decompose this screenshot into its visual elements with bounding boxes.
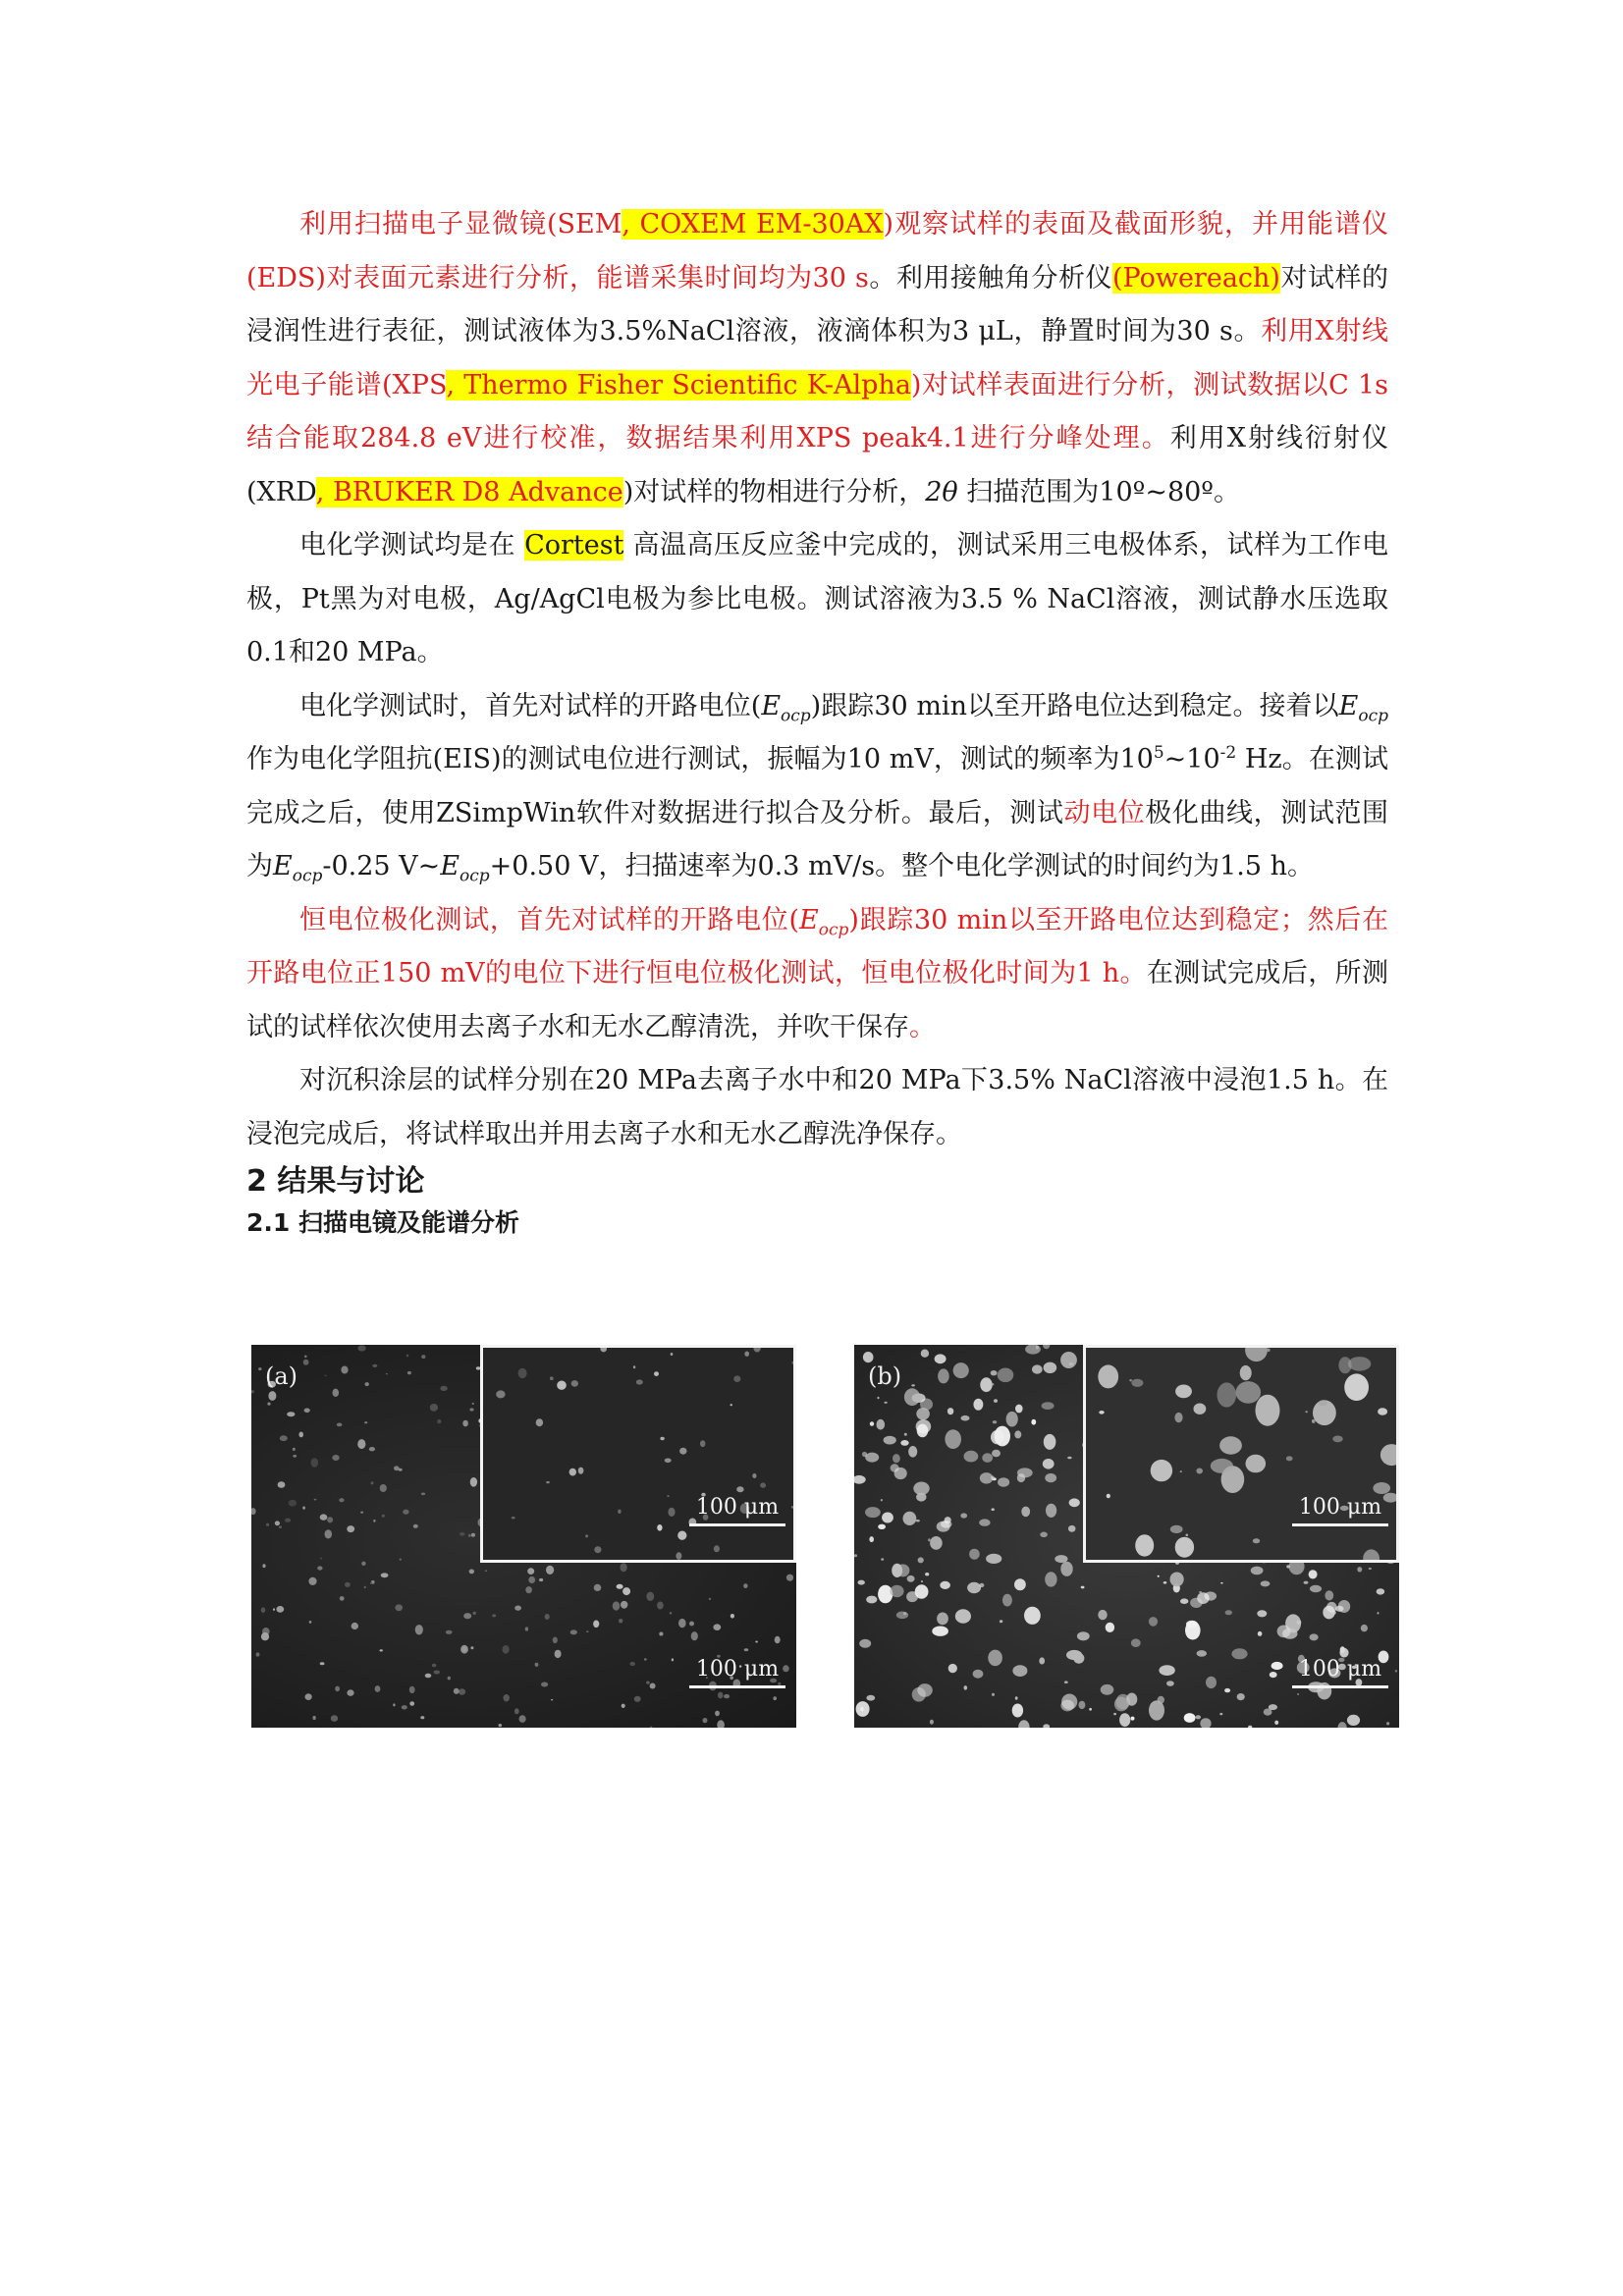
- text-highlight: , COXEM EM-30AX: [622, 209, 884, 240]
- scale-bar-inset-b: [1292, 1495, 1388, 1526]
- sem-image-a: [251, 1345, 796, 1728]
- scale-bar-b: [1292, 1657, 1388, 1688]
- scale-label: 100 μm: [1298, 1657, 1382, 1682]
- text: 。利用接触角分析仪: [868, 262, 1112, 294]
- symbol-e: E: [799, 904, 819, 935]
- text: 扫描范围为10º~80º。: [957, 476, 1240, 507]
- scale-label: 100 μm: [695, 1657, 780, 1682]
- subscript-ocp: ocp: [781, 705, 811, 725]
- text: 电化学测试时，首先对试样的开路电位(: [299, 690, 762, 721]
- text-red: 。: [909, 1011, 936, 1042]
- text-red: )观察试样的表面及截面形貌，并用能谱仪(EDS)对表面元素进行分析，能谱采集时间均为30 s: [246, 209, 1388, 294]
- text: -0.25 V~: [322, 851, 441, 881]
- text: )对试样的物相进行分析，: [622, 476, 926, 507]
- sem-inset-texture-b: [1086, 1348, 1399, 1563]
- text: ~10: [1163, 744, 1220, 774]
- text-highlight: (Powereach): [1111, 262, 1280, 294]
- symbol-e: E: [761, 690, 782, 721]
- text: 对试样的浸润性进行表征，测试液体为3.5%NaCl溶液，液滴体积为3 μL，静置时间为30 s。: [246, 262, 1389, 347]
- scale-bar-inset-a: [689, 1495, 785, 1526]
- text-red: 利用X射线光电子能谱(XPS: [246, 316, 1388, 400]
- text: 高温高压反应釜中完成的，测试采用三电极体系，试样为工作电极，Pt黑为对电极，Ag/AgCl电极为参比电极。测试溶液为3.5 % NaCl溶液，测试静水压选取0.1和20 MPa。: [246, 530, 1388, 667]
- text-red: )对试样表面进行分析，测试数据以C 1s结合能取284.8 eV进行校准，数据结果利用XPS peak4.1进行分峰处理。: [246, 369, 1388, 454]
- symbol-e: E: [273, 851, 293, 881]
- text-red: 恒电位极化测试，首先对试样的开路电位(: [299, 904, 800, 935]
- scale-label: 100 μm: [695, 1495, 780, 1520]
- main-text: [246, 198, 1388, 1244]
- symbol-e: E: [440, 851, 460, 881]
- subscript-ocp: ocp: [1358, 705, 1388, 725]
- symbol-e: E: [1338, 690, 1359, 721]
- sem-inset-b: [1083, 1345, 1399, 1563]
- text-highlight: , BRUKER D8 Advance: [315, 476, 623, 507]
- superscript: -2: [1219, 743, 1237, 763]
- text: 电化学测试均是在: [299, 530, 525, 561]
- text: )跟踪30 min以至开路电位达到稳定。接着以: [810, 690, 1339, 721]
- text-red: 利用扫描电子显微镜(SEM: [299, 209, 622, 240]
- subscript-ocp: ocp: [460, 866, 490, 886]
- text: 对沉积涂层的试样分别在20 MPa去离子水中和20 MPa下3.5% NaCl溶液中浸泡1.5 h。在浸泡完成后，将试样取出并用去离子水和无水乙醇洗净保存。: [246, 1065, 1388, 1149]
- subscript-ocp: ocp: [292, 866, 323, 886]
- text: +0.50 V，扫描速率为0.3 mV/s。整个电化学测试的时间约为1.5 h。: [489, 851, 1314, 881]
- subscript-ocp: ocp: [818, 919, 849, 939]
- text: 作为电化学阻抗(EIS)的测试电位进行测试，振幅为10 mV，测试的频率为10: [246, 744, 1154, 774]
- scale-label: 100 μm: [1298, 1495, 1382, 1520]
- paragraph-methods-characterization: [246, 198, 1388, 519]
- paragraph-electrochemical-setup: [246, 519, 1388, 680]
- paragraph-potentiostatic: [246, 894, 1388, 1055]
- paragraph-immersion: [246, 1054, 1388, 1161]
- sem-inset-texture-a: [483, 1348, 796, 1563]
- text-highlight: Cortest: [524, 530, 624, 561]
- text-red: )跟踪30 min以至开路电位达到稳定；然后在开路电位正150 mV的电位下进行恒电位极化测试，恒电位极化时间为1 h。: [246, 904, 1388, 988]
- superscript: 5: [1153, 743, 1164, 763]
- panel-label-b: (b): [868, 1362, 902, 1390]
- section-heading: 2 结果与讨论: [246, 1164, 425, 1199]
- panel-label-a: (a): [265, 1362, 298, 1390]
- text-italic: 2θ: [925, 476, 958, 507]
- text-highlight: , Thermo Fisher Scientific K-Alpha: [446, 369, 911, 400]
- text: Hz。在测试完成之后，使用ZSimpWin软件对数据进行拟合及分析。最后，测试: [246, 744, 1388, 828]
- text: 在测试完成后，所测试的试样依次使用去离子水和无水乙醇清洗，并吹干保存: [246, 958, 1388, 1042]
- subsection-heading: 2.1 扫描电镜及能谱分析: [246, 1208, 519, 1237]
- sem-inset-a: [480, 1345, 796, 1563]
- paragraph-electrochemical-procedure: [246, 680, 1388, 894]
- text: 利用X射线衍射仪(XRD: [246, 423, 1388, 507]
- sem-image-b: [854, 1345, 1399, 1728]
- text-red: 动电位: [1063, 797, 1146, 828]
- text: 极化曲线，测试范围为: [246, 797, 1389, 881]
- scale-bar-a: [689, 1657, 785, 1688]
